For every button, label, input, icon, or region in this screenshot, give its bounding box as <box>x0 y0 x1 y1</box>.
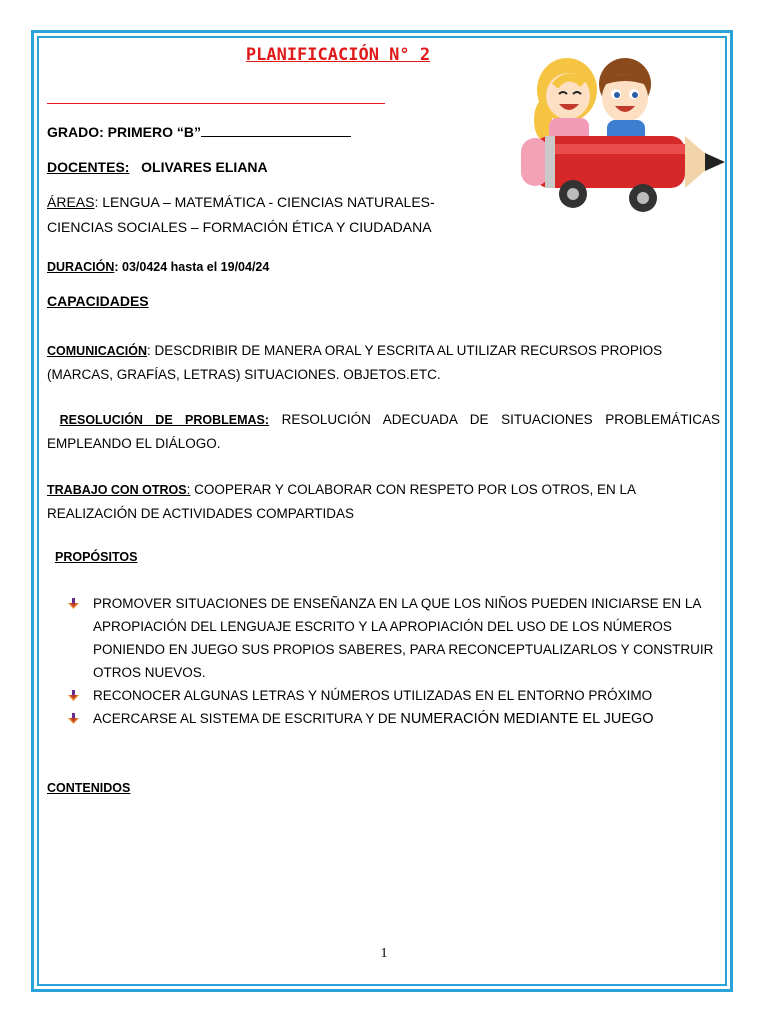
contenidos-heading: CONTENIDOS <box>47 781 131 795</box>
capacidad-trabajo <box>47 478 720 525</box>
duracion-value: : 03/0424 hasta el 19/04/24 <box>114 260 270 274</box>
resolucion-text: RESOLUCIÓN ADECUADA DE SITUACIONES PROBLEMÁTICAS EMPLEANDO EL DIÁLOGO. <box>47 412 720 451</box>
duracion-line <box>47 260 269 274</box>
grado-line <box>47 124 351 140</box>
proposito-text: RECONOCER ALGUNAS LETRAS Y NÚMEROS UTILIZADAS EN EL ENTORNO PRÓXIMO <box>93 688 653 703</box>
propositos-list <box>68 592 728 731</box>
arrow-down-bullet-icon <box>68 598 79 610</box>
document-title: PLANIFICACIÓN N° 2 <box>245 45 431 65</box>
capacidades-heading: CAPACIDADES <box>47 293 149 309</box>
list-item <box>68 707 728 731</box>
proposito-text-b: NUMERACIÓN MEDIANTE EL JUEGO <box>400 711 654 727</box>
list-item <box>68 684 728 707</box>
resolucion-label: RESOLUCIÓN DE PROBLEMAS: <box>59 413 270 427</box>
proposito-text-a: ACERCARSE AL SISTEMA DE ESCRITURA Y DE <box>93 711 401 726</box>
capacidad-resolucion <box>47 408 720 455</box>
trabajo-colon: : <box>186 482 191 497</box>
comunicacion-label: COMUNICACIÓN <box>47 344 147 358</box>
trabajo-text: COOPERAR Y COLABORAR CON RESPETO POR LOS OTROS, EN LA REALIZACIÓN DE ACTIVIDADES COMPARTIDAS <box>47 482 636 521</box>
grado-blank <box>201 124 351 137</box>
trabajo-label: TRABAJO CON OTROS <box>47 483 187 497</box>
areas-line-2: CIENCIAS SOCIALES – FORMACIÓN ÉTICA Y CIUDADANA <box>47 219 432 235</box>
docentes-label: DOCENTES: <box>47 159 130 175</box>
title-underline-rule <box>47 103 385 104</box>
areas-text-1: : LENGUA – MATEMÁTICA - CIENCIAS NATURALES- <box>94 194 435 210</box>
grado-label: GRADO: PRIMERO “B” <box>47 124 201 140</box>
areas-line-1 <box>47 194 435 210</box>
capacidad-comunicacion <box>47 339 720 386</box>
arrow-down-bullet-icon <box>68 713 79 725</box>
kids-riding-pencil-car-icon <box>515 48 727 220</box>
proposito-text: PROMOVER SITUACIONES DE ENSEÑANZA EN LA QUE LOS NIÑOS PUEDEN INICIARSE EN LA APROPIACIÓN DEL LENGUAJE ESCRITO Y LA APROPIACIÓN DEL USO DE LOS NÚMEROS PONIENDO EN JUEGO SUS PROPIOS SABERES, PARA RECONCEPTUALIZARLOS Y CONSTRUIR OTROS NUEVOS. <box>93 596 714 680</box>
areas-label: ÁREAS <box>47 194 95 210</box>
propositos-heading: PROPÓSITOS <box>55 550 138 564</box>
page-number: 1 <box>380 946 388 961</box>
comunicacion-text: : DESCDRIBIR DE MANERA ORAL Y ESCRITA AL UTILIZAR RECURSOS PROPIOS (MARCAS, GRAFÍAS, LETRAS) SITUACIONES. OBJETOS.ETC. <box>47 343 663 382</box>
docentes-value: OLIVARES ELIANA <box>141 159 268 175</box>
list-item <box>68 592 728 684</box>
duracion-label: DURACIÓN <box>47 260 115 274</box>
docentes-line <box>47 159 268 175</box>
arrow-down-bullet-icon <box>68 690 79 702</box>
